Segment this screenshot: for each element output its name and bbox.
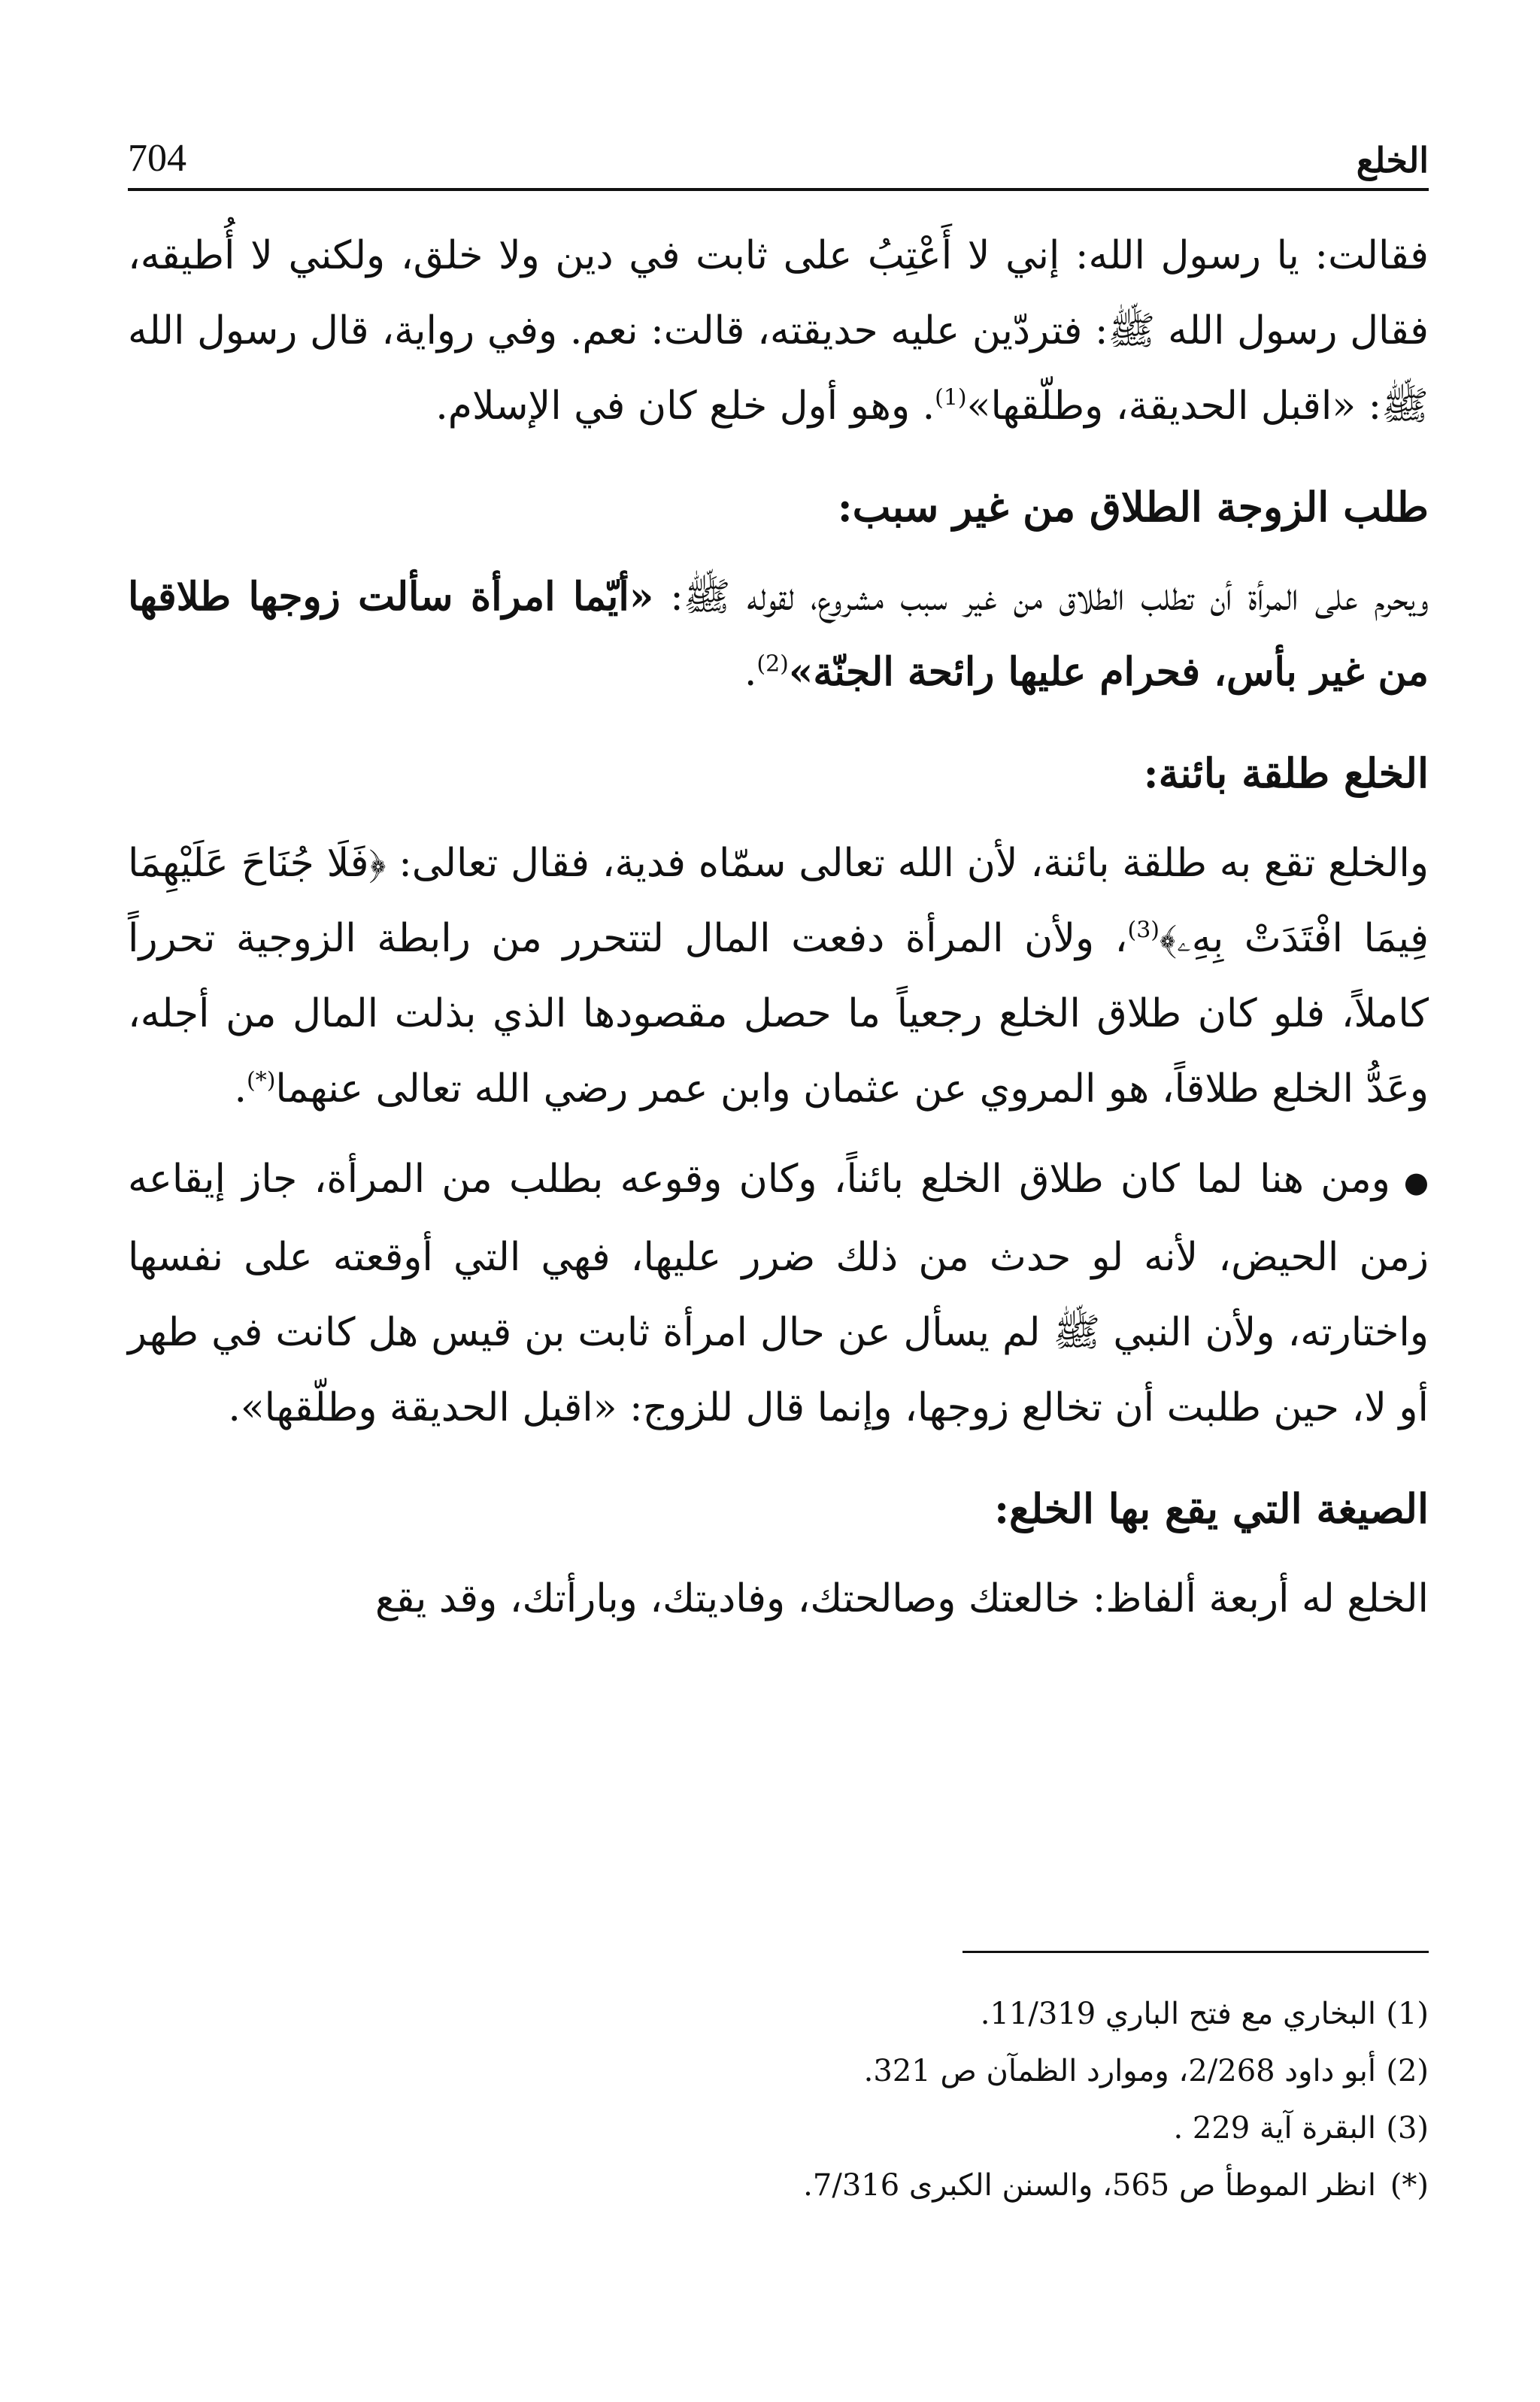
paragraph-2 (128, 560, 1429, 710)
footnote-text: أبو داود 2/268، وموارد الظمآن ص 321. (863, 2054, 1376, 2088)
footnote-item (128, 1985, 1429, 2043)
page-header (128, 113, 1429, 191)
footnote-mark: (*) (1390, 2168, 1429, 2203)
paragraph-1-text: فقالت: يا رسول الله: إني لا أَعْتِبُ على ثابت في دين ولا خلق، ولكني لا أُطيقه، فقال رسول الله ﷺ: فتردّين عليه حديقته، قالت: نعم. وفي رواية، قال رسول الله ﷺ: «اقبل الحديقة، وطلّقها» (128, 233, 1429, 429)
footnote-mark: (2) (1386, 2054, 1429, 2088)
paragraph-5 (128, 1561, 1429, 1636)
footnote-ref-star: (*) (247, 1067, 276, 1094)
footnote-text: انظر الموطأ ص 565، والسنن الكبرى 7/316. (803, 2168, 1376, 2203)
page-body (128, 218, 1429, 1636)
paragraph-3-tail: . (234, 1066, 247, 1112)
paragraph-3-text-b: ، ولأن المرأة دفعت المال لتتحرر من رابطة الزوجية تحرراً كاملاً، فلو كان طلاق الخلع رجعياً ما حصل مقصودها الذي بذلت المال من أجله، وعَدُّ الخلع طلاقاً، هو المروي عن عثمان وابن عمر رضي الله تعالى عنهما (128, 916, 1429, 1112)
footnote-ref-3: (3) (1127, 917, 1160, 944)
footnote-mark: (1) (1386, 1997, 1429, 2031)
hadith-quote: «أيّما امرأة سألت زوجها طلاقها من غير بأس، فحرام عليها رائحة الجنّة» (128, 574, 1429, 695)
footnote-item (128, 2100, 1429, 2157)
paragraph-2-text: ويحرم على المرأة أن تطلب الطلاق من غير سبب مشروع، لقوله ﷺ: (670, 575, 1429, 620)
heading-divorce-without-cause: طلب الزوجة الطلاق من غير سبب: (837, 483, 1429, 531)
footnote-item (128, 2043, 1429, 2100)
paragraph-5-text: الخلع له أربعة ألفاظ: خالعتك وصالحتك، وفاديتك، وبارأتك، وقد يقع (374, 1576, 1429, 1621)
footnote-text: البخاري مع فتح الباري 11/319. (980, 1997, 1376, 2031)
footnote-mark: (3) (1386, 2111, 1429, 2146)
footnote-item (128, 2157, 1429, 2214)
paragraph-1 (128, 218, 1429, 444)
footnote-text: البقرة آية 229 . (1173, 2111, 1376, 2146)
paragraph-3 (128, 826, 1429, 1127)
page-title: الخلع (1356, 140, 1429, 180)
paragraph-4-text: ومن هنا لما كان طلاق الخلع بائناً، وكان وقوعه بطلب من المرأة، جاز إيقاعه زمن الحيض، لأنه لو حدث من ذلك ضرر عليها، فهي التي أوقعته على نفسها واختارته، ولأن النبي ﷺ لم يسأل عن حال امرأة ثابت بن قيس هل كانت في طهر أو لا، حين طلبت أن تخالع زوجها، وإنما قال للزوج: «اقبل الحديقة وطلّقها». (128, 1157, 1429, 1430)
heading-khula-formula: الصيغة التي يقع بها الخلع: (994, 1484, 1429, 1533)
paragraph-3-text-a: والخلع تقع به طلقة بائنة، لأن الله تعالى سمّاه فدية، فقال تعالى: ﴿فَلَا جُنَاحَ عَلَيْهِمَا فِيمَا افْتَدَتْ بِهِۦ﴾ (128, 841, 1429, 961)
paragraph-1-tail: . وهو أول خلع كان في الإسلام. (435, 384, 935, 429)
book-page (128, 0, 1429, 2402)
bullet-icon: ● (1403, 1165, 1429, 1199)
footnote-ref-1: (1) (935, 384, 967, 411)
footnote-ref-2: (2) (756, 651, 789, 678)
heading-khula-irrevocable: الخلع طلقة بائنة: (1143, 749, 1429, 797)
paragraph-4 (128, 1142, 1429, 1445)
footnote-divider (962, 1951, 1429, 1953)
footnotes (128, 1985, 1429, 2214)
page-number: 704 (128, 137, 186, 180)
paragraph-2-tail: . (744, 650, 757, 695)
